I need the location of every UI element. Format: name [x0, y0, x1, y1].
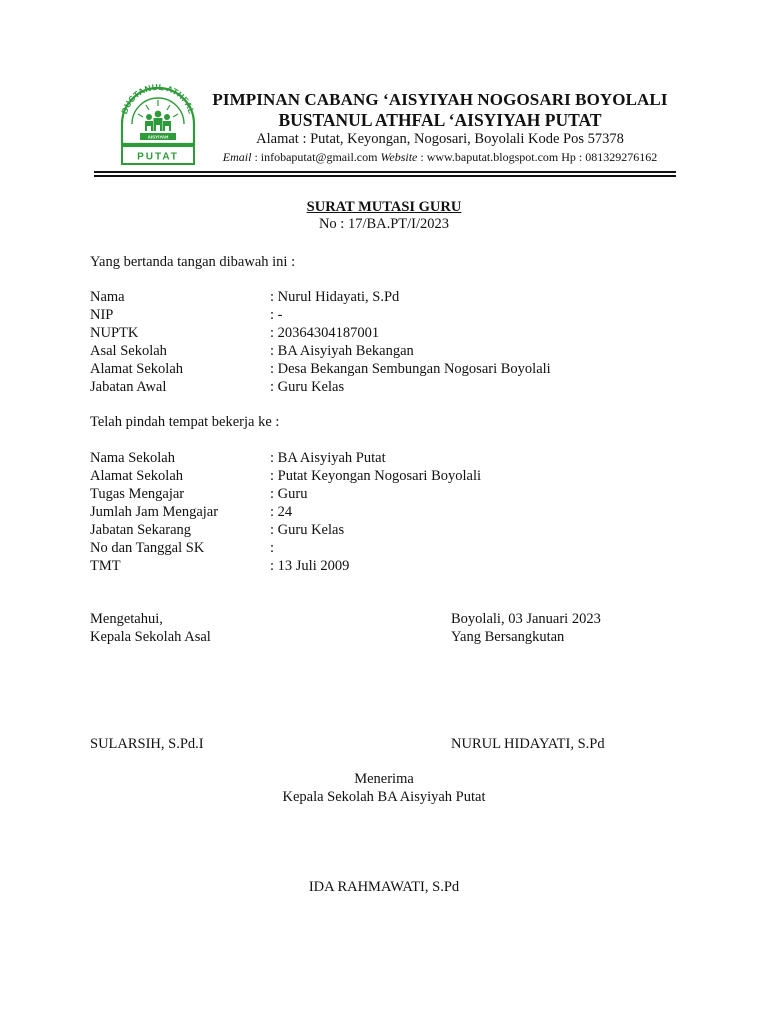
- identity-value: : Nurul Hidayati, S.Pd: [270, 289, 400, 305]
- letterhead-rule-top: [94, 171, 676, 173]
- letterhead-school-name: BUSTANUL ATHFAL ‘AISYIYAH PUTAT: [278, 110, 602, 130]
- letter-title: SURAT MUTASI GURU: [306, 199, 462, 215]
- email-value: : infobaputat@gmail.com: [251, 150, 381, 164]
- signature-bottom-name: IDA RAHMAWATI, S.Pd: [308, 879, 460, 895]
- signature-right-date: Boyolali, 03 Januari 2023: [451, 611, 601, 627]
- signature-bottom-heading: Menerima: [354, 771, 414, 787]
- identity-value: : -: [270, 307, 283, 323]
- transfer-value: : 13 Juli 2009: [270, 558, 350, 574]
- transfer-label: TMT: [90, 558, 121, 574]
- transfer-intro-text: Telah pindah tempat bekerja ke :: [90, 414, 280, 430]
- logo-inner-text: AISYIYAH: [147, 134, 169, 140]
- email-label: Email: [222, 150, 252, 164]
- intro-text: Yang bertanda tangan dibawah ini :: [90, 254, 296, 270]
- logo-bottom-text: PUTAT: [137, 151, 179, 163]
- signature-left-heading: Mengetahui,: [90, 611, 163, 627]
- transfer-label: No dan Tanggal SK: [90, 540, 205, 556]
- logo-arc-text: BUSTANUL ATHFAL: [119, 81, 197, 116]
- school-logo: [116, 78, 200, 168]
- identity-value: : Desa Bekangan Sembungan Nogosari Boyolali: [270, 361, 551, 377]
- identity-label: Nama: [90, 289, 125, 305]
- identity-value: : BA Aisyiyah Bekangan: [270, 343, 414, 359]
- letter-number: No : 17/BA.PT/I/2023: [318, 216, 450, 232]
- website-label: Website: [380, 150, 418, 164]
- transfer-label: Alamat Sekolah: [90, 468, 184, 484]
- website-value: : www.baputat.blogspot.com Hp : 081329276162: [417, 150, 658, 164]
- transfer-label: Tugas Mengajar: [90, 486, 185, 502]
- signature-left-name: SULARSIH, S.Pd.I: [90, 736, 204, 752]
- identity-label: NUPTK: [90, 325, 139, 341]
- identity-label: NIP: [90, 307, 114, 323]
- signature-right-role: Yang Bersangkutan: [451, 629, 565, 645]
- identity-value: : Guru Kelas: [270, 379, 345, 395]
- transfer-value: : Putat Keyongan Nogosari Boyolali: [270, 468, 482, 484]
- transfer-value: : BA Aisyiyah Putat: [270, 450, 386, 466]
- transfer-value: : Guru Kelas: [270, 522, 345, 538]
- transfer-label: Nama Sekolah: [90, 450, 175, 466]
- transfer-label: Jumlah Jam Mengajar: [90, 504, 219, 520]
- signature-right-name: NURUL HIDAYATI, S.Pd: [451, 736, 605, 752]
- transfer-value: : Guru: [270, 486, 308, 502]
- transfer-value: :: [270, 540, 275, 556]
- identity-label: Asal Sekolah: [90, 343, 167, 359]
- letterhead-rule-bottom: [94, 175, 676, 177]
- letterhead-address: Alamat : Putat, Keyongan, Nogosari, Boyolali Kode Pos 57378: [256, 131, 624, 147]
- letterhead-org-name: PIMPINAN CABANG ‘AISYIYAH NOGOSARI BOYOLALI: [212, 90, 668, 109]
- transfer-value: : 24: [270, 504, 293, 520]
- identity-label: Alamat Sekolah: [90, 361, 184, 377]
- transfer-label: Jabatan Sekarang: [90, 522, 192, 538]
- signature-bottom-role: Kepala Sekolah BA Aisyiyah Putat: [282, 789, 486, 805]
- signature-left-role: Kepala Sekolah Asal: [90, 629, 211, 645]
- letterhead-contact: [205, 150, 675, 165]
- identity-label: Jabatan Awal: [90, 379, 167, 395]
- identity-value: : 20364304187001: [270, 325, 380, 341]
